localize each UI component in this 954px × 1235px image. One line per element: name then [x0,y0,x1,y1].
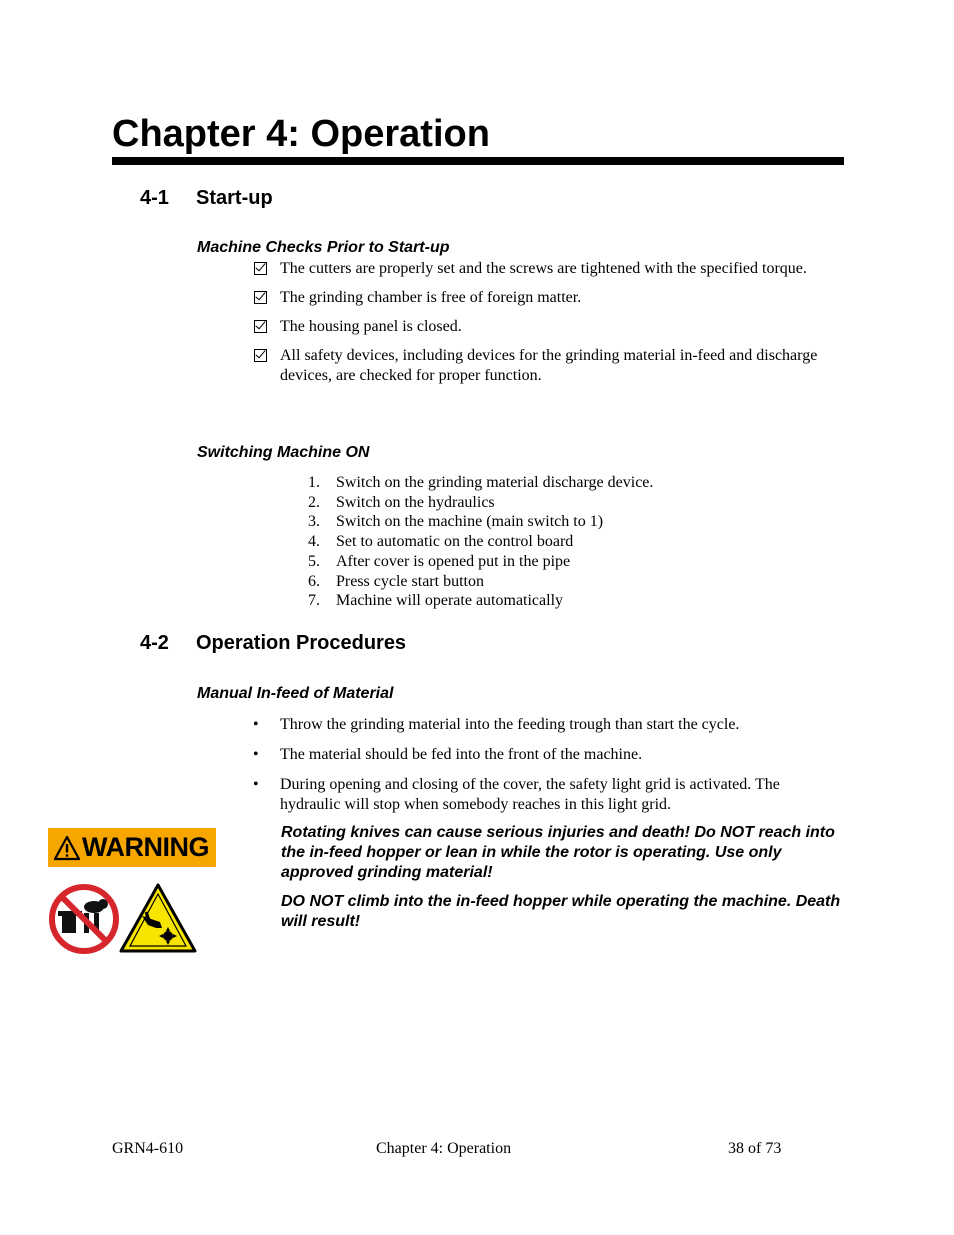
list-item: All safety devices, including devices for the grinding material in-feed and discharge devices, are checked for proper function. [252,346,832,386]
bullet-icon: • [253,776,259,793]
subheading-machine-checks: Machine Checks Prior to Start-up [197,239,450,256]
section-number: 4-2 [140,632,169,654]
checkbox-checked-icon [254,291,267,304]
footer-chapter: Chapter 4: Operation [376,1140,512,1157]
list-item: 1. Switch on the grinding material discharge device. [308,474,654,491]
section-title: Start-up [196,187,273,209]
list-item: • Throw the grinding material into the feeding trough than start the cycle. [253,716,740,733]
section-title: Operation Procedures [196,632,407,654]
checkbox-checked-icon [254,349,267,362]
footer-page-number: 38 of 73 [728,1140,782,1157]
list-item: • The material should be fed into the front of the machine. [253,746,643,763]
warning-text-do-not-climb: DO NOT climb into the in-feed hopper while operating the machine. Death will result! [281,893,841,930]
section-heading-start-up [140,186,273,210]
warning-triangle-icon [54,835,80,861]
machine-checks-list [252,259,832,395]
chapter-title: Chapter 4: Operation [112,113,490,155]
list-item: The grinding chamber is free of foreign matter. [252,288,832,308]
subheading-switching-on: Switching Machine ON [197,444,370,461]
manual-infeed-list [252,715,832,825]
bullet-icon: • [253,746,259,763]
checkbox-checked-icon [254,320,267,333]
no-reaching-in-icon [48,883,120,955]
list-item: • During opening and closing of the cover, the safety light grid is activated. The hydraulic will stop when somebody reaches in this light grid. [253,776,780,813]
bullet-icon: • [253,716,259,733]
list-item: 5. After cover is opened put in the pipe [308,552,571,570]
list-item: 6. Press cycle start button [308,572,484,590]
list-item: The cutters are properly set and the screws are tightened with the specified torque. [252,259,832,279]
switching-steps-list [308,473,828,611]
footer-doc-id: GRN4-610 [112,1140,184,1157]
subheading-manual-infeed: Manual In-feed of Material [197,685,394,702]
warning-label: WARNING [82,832,209,862]
section-heading-operation-procedures [140,631,406,655]
chapter-rule [112,157,844,165]
checkbox-checked-icon [254,262,267,275]
section-number: 4-1 [140,187,169,209]
list-item: 4. Set to automatic on the control board [308,533,574,551]
rotating-knives-hazard-icon [118,882,198,954]
warning-sign [48,828,216,867]
list-item: 7. Machine will operate automatically [308,592,564,610]
list-item: 3. Switch on the machine (main switch to 1) [308,513,604,531]
list-item: The housing panel is closed. [252,317,832,337]
list-item: 2. Switch on the hydraulics [308,493,495,511]
warning-text-rotating-knives: Rotating knives can cause serious injuries and death! Do NOT reach into the in-feed hopper or lean in while the rotor is operating. Use only approved grinding material! [281,824,835,881]
